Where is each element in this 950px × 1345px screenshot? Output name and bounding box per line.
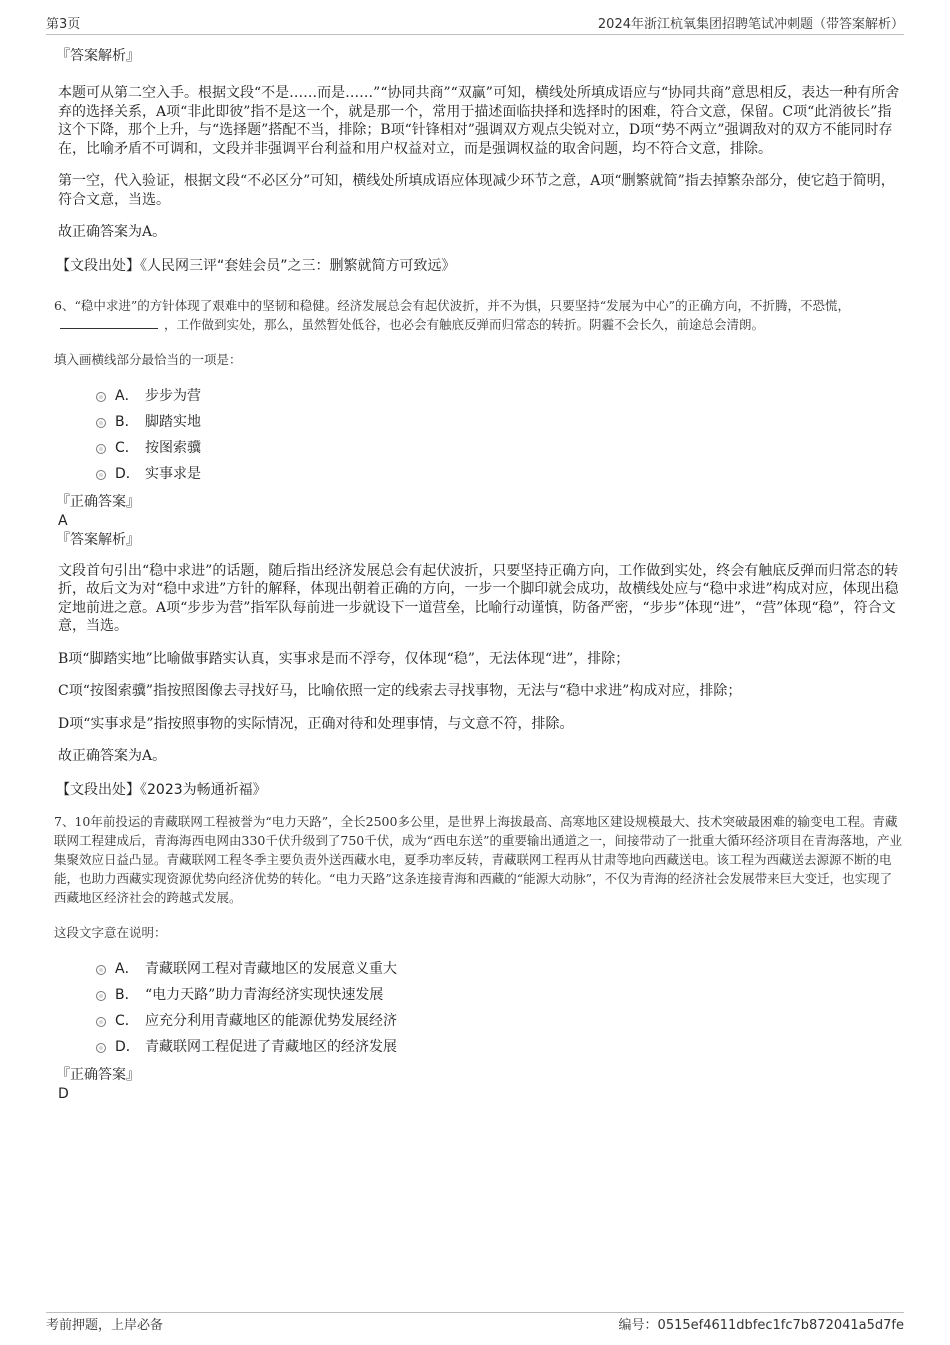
option-text: 青藏联网工程促进了青藏地区的经济发展 bbox=[145, 1038, 397, 1055]
analysis-label: 『答案解析』 bbox=[56, 531, 140, 548]
analysis-paragraph: C项“按图索骥”指按照图像去寻找好马，比喻依照一定的线索去寻找事物，无法与“稳中求进”构成对应，排除； bbox=[58, 683, 742, 699]
question-text: 7、10年前投运的青藏联网工程被誉为“电力天路”，全长2500多公里，是世界上海拔最高、高寒地区建设规模最大、技术突破最困难的输变电工程。青藏联网工程建成后，青海海西电网由330千伏升级到了750千伏，成为“西电东送”的重要输出通道之一，间接带动了一批重大循环经济项目在青海落地，产业集聚效应日益凸显。青藏联网工程冬季主要负责外送西藏水电，夏季功率反转，青藏联网工程再从甘肃等地向西藏送电。该工程为西藏送去源源不断的电能，也助力西藏实现资源优势向经济优势的转化。“电力天路”这条连接青海和西藏的“能源大动脉”，不仅为青海的经济社会发展带来巨大变迁，也实现了西藏地区经济社会的跨越式发展。 bbox=[54, 813, 903, 905]
analysis-paragraph: D项“实事求是”指按照事物的实际情况，正确对待和处理事情，与文意不符，排除。 bbox=[58, 715, 574, 732]
source-citation: 【文段出处】《2023为畅通祈福》 bbox=[56, 781, 267, 798]
correct-answer: A bbox=[58, 512, 68, 529]
option-b[interactable] bbox=[96, 408, 904, 434]
page-header bbox=[46, 12, 904, 35]
correct-answer-block bbox=[56, 1065, 904, 1103]
page-footer bbox=[46, 1312, 904, 1333]
option-list bbox=[96, 382, 904, 486]
option-text: “电力天路”助力青海经济实现快速发展 bbox=[145, 986, 384, 1003]
option-letter: D． bbox=[115, 465, 140, 482]
radio-icon[interactable] bbox=[96, 418, 106, 428]
option-text: 步步为营 bbox=[145, 387, 201, 404]
option-text: 青藏联网工程对青藏地区的发展意义重大 bbox=[145, 960, 397, 977]
option-letter: A． bbox=[115, 387, 139, 404]
analysis-paragraph: 本题可从第二空入手。根据文段“不是……而是……”“协同共商”“双赢”可知，横线处所填成语应与“协同共商”意思相反，表达一种有所舍弃的选择关系，A项“非此即彼”指不是这一个，就是那一个，常用于描述面临抉择和选择时的困难，符合文意，保留。C项“此消彼长”指这个下降，那个上升，与“选择题”搭配不当，排除；B项“针锋相对”强调双方观点尖锐对立，D项“势不两立”强调敌对的双方不能同时存在，比喻矛盾不可调和，文段并非强调平台利益和用户权益对立，而是强调权益的取舍问题，均不符合文意，排除。 bbox=[58, 85, 900, 157]
analysis-paragraph: B项“脚踏实地”比喻做事踏实认真，实事求是而不浮夸，仅体现“稳”，无法体现“进”，排除； bbox=[58, 650, 630, 667]
radio-icon[interactable] bbox=[96, 1043, 106, 1053]
radio-icon[interactable] bbox=[96, 1017, 106, 1027]
analysis-label: 『答案解析』 bbox=[56, 48, 140, 64]
document-body bbox=[56, 46, 904, 1103]
option-d[interactable] bbox=[96, 1033, 904, 1059]
question-7 bbox=[54, 812, 904, 907]
source-citation: 【文段出处】《人民网三评“套娃会员”之三：删繁就简方可致远》 bbox=[56, 257, 456, 274]
document-id: 编号：0515ef4611dbfec1fc7b872041a5d7fe bbox=[618, 1318, 904, 1333]
option-text: 脚踏实地 bbox=[145, 413, 201, 430]
option-c[interactable] bbox=[96, 434, 904, 460]
fill-blank bbox=[60, 316, 158, 329]
correct-answer-block bbox=[56, 492, 904, 550]
option-letter: C． bbox=[115, 439, 139, 456]
document-title: 2024年浙江杭氧集团招聘笔试冲刺题（带答案解析） bbox=[597, 17, 904, 32]
correct-answer: D bbox=[58, 1085, 69, 1102]
radio-icon[interactable] bbox=[96, 392, 106, 402]
correct-answer-label: 『正确答案』 bbox=[56, 493, 140, 510]
option-text: 实事求是 bbox=[145, 465, 201, 482]
question-text: ，工作做到实处，那么，虽然暂处低谷，也必会有触底反弹而归常态的转折。阴霾不会长久，前途总会清朗。 bbox=[164, 316, 765, 332]
option-list bbox=[96, 955, 904, 1059]
option-a[interactable] bbox=[96, 955, 904, 981]
correct-answer-label: 『正确答案』 bbox=[56, 1066, 140, 1083]
analysis-paragraph: 文段首句引出“稳中求进”的话题，随后指出经济发展总会有起伏波折，只要坚持正确方向，工作做到实处，终会有触底反弹而归常态的转折，故后文为对“稳中求进”方针的解释，体现出朝着正确的方向，一步一个脚印就会成功，故横线处应与“稳中求进”构成对应，体现出稳定地前进之意。A项“步步为营”指军队每前进一步就设下一道营垒，比喻行动谨慎，防备严密，“步步”体现“进”，“营”体现“稳”，符合文意，当选。 bbox=[58, 562, 899, 634]
option-c[interactable] bbox=[96, 1007, 904, 1033]
analysis-conclusion: 故正确答案为A。 bbox=[58, 748, 167, 764]
radio-icon[interactable] bbox=[96, 470, 106, 480]
radio-icon[interactable] bbox=[96, 991, 106, 1001]
option-letter: D． bbox=[115, 1038, 140, 1055]
option-d[interactable] bbox=[96, 460, 904, 486]
page-number: 第3页 bbox=[46, 17, 81, 32]
option-text: 应充分利用青藏地区的能源优势发展经济 bbox=[145, 1012, 397, 1029]
radio-icon[interactable] bbox=[96, 444, 106, 454]
option-letter: B． bbox=[115, 413, 139, 430]
analysis-conclusion: 故正确答案为A。 bbox=[58, 224, 167, 240]
option-b[interactable] bbox=[96, 981, 904, 1007]
option-letter: A． bbox=[115, 960, 139, 977]
option-letter: B． bbox=[115, 986, 139, 1003]
analysis-paragraph: 第一空，代入验证，根据文段“不必区分”可知，横线处所填成语应体现减少环节之意，A项“删繁就简”指去掉繁杂部分，使它趋于简明，符合文意，当选。 bbox=[58, 173, 895, 208]
question-text: 6、“稳中求进”的方针体现了艰难中的坚韧和稳健。经济发展总会有起伏波折，并不为惧，只要坚持“发展为中心”的正确方向，不折腾，不恐慌， bbox=[54, 297, 851, 313]
question-6 bbox=[54, 296, 904, 334]
option-letter: C． bbox=[115, 1012, 139, 1029]
question-prompt: 这段文字意在说明： bbox=[54, 924, 167, 940]
footer-slogan: 考前押题，上岸必备 bbox=[46, 1318, 164, 1333]
question-prompt: 填入画横线部分最恰当的一项是： bbox=[54, 351, 242, 367]
radio-icon[interactable] bbox=[96, 965, 106, 975]
option-a[interactable] bbox=[96, 382, 904, 408]
option-text: 按图索骥 bbox=[145, 439, 201, 456]
